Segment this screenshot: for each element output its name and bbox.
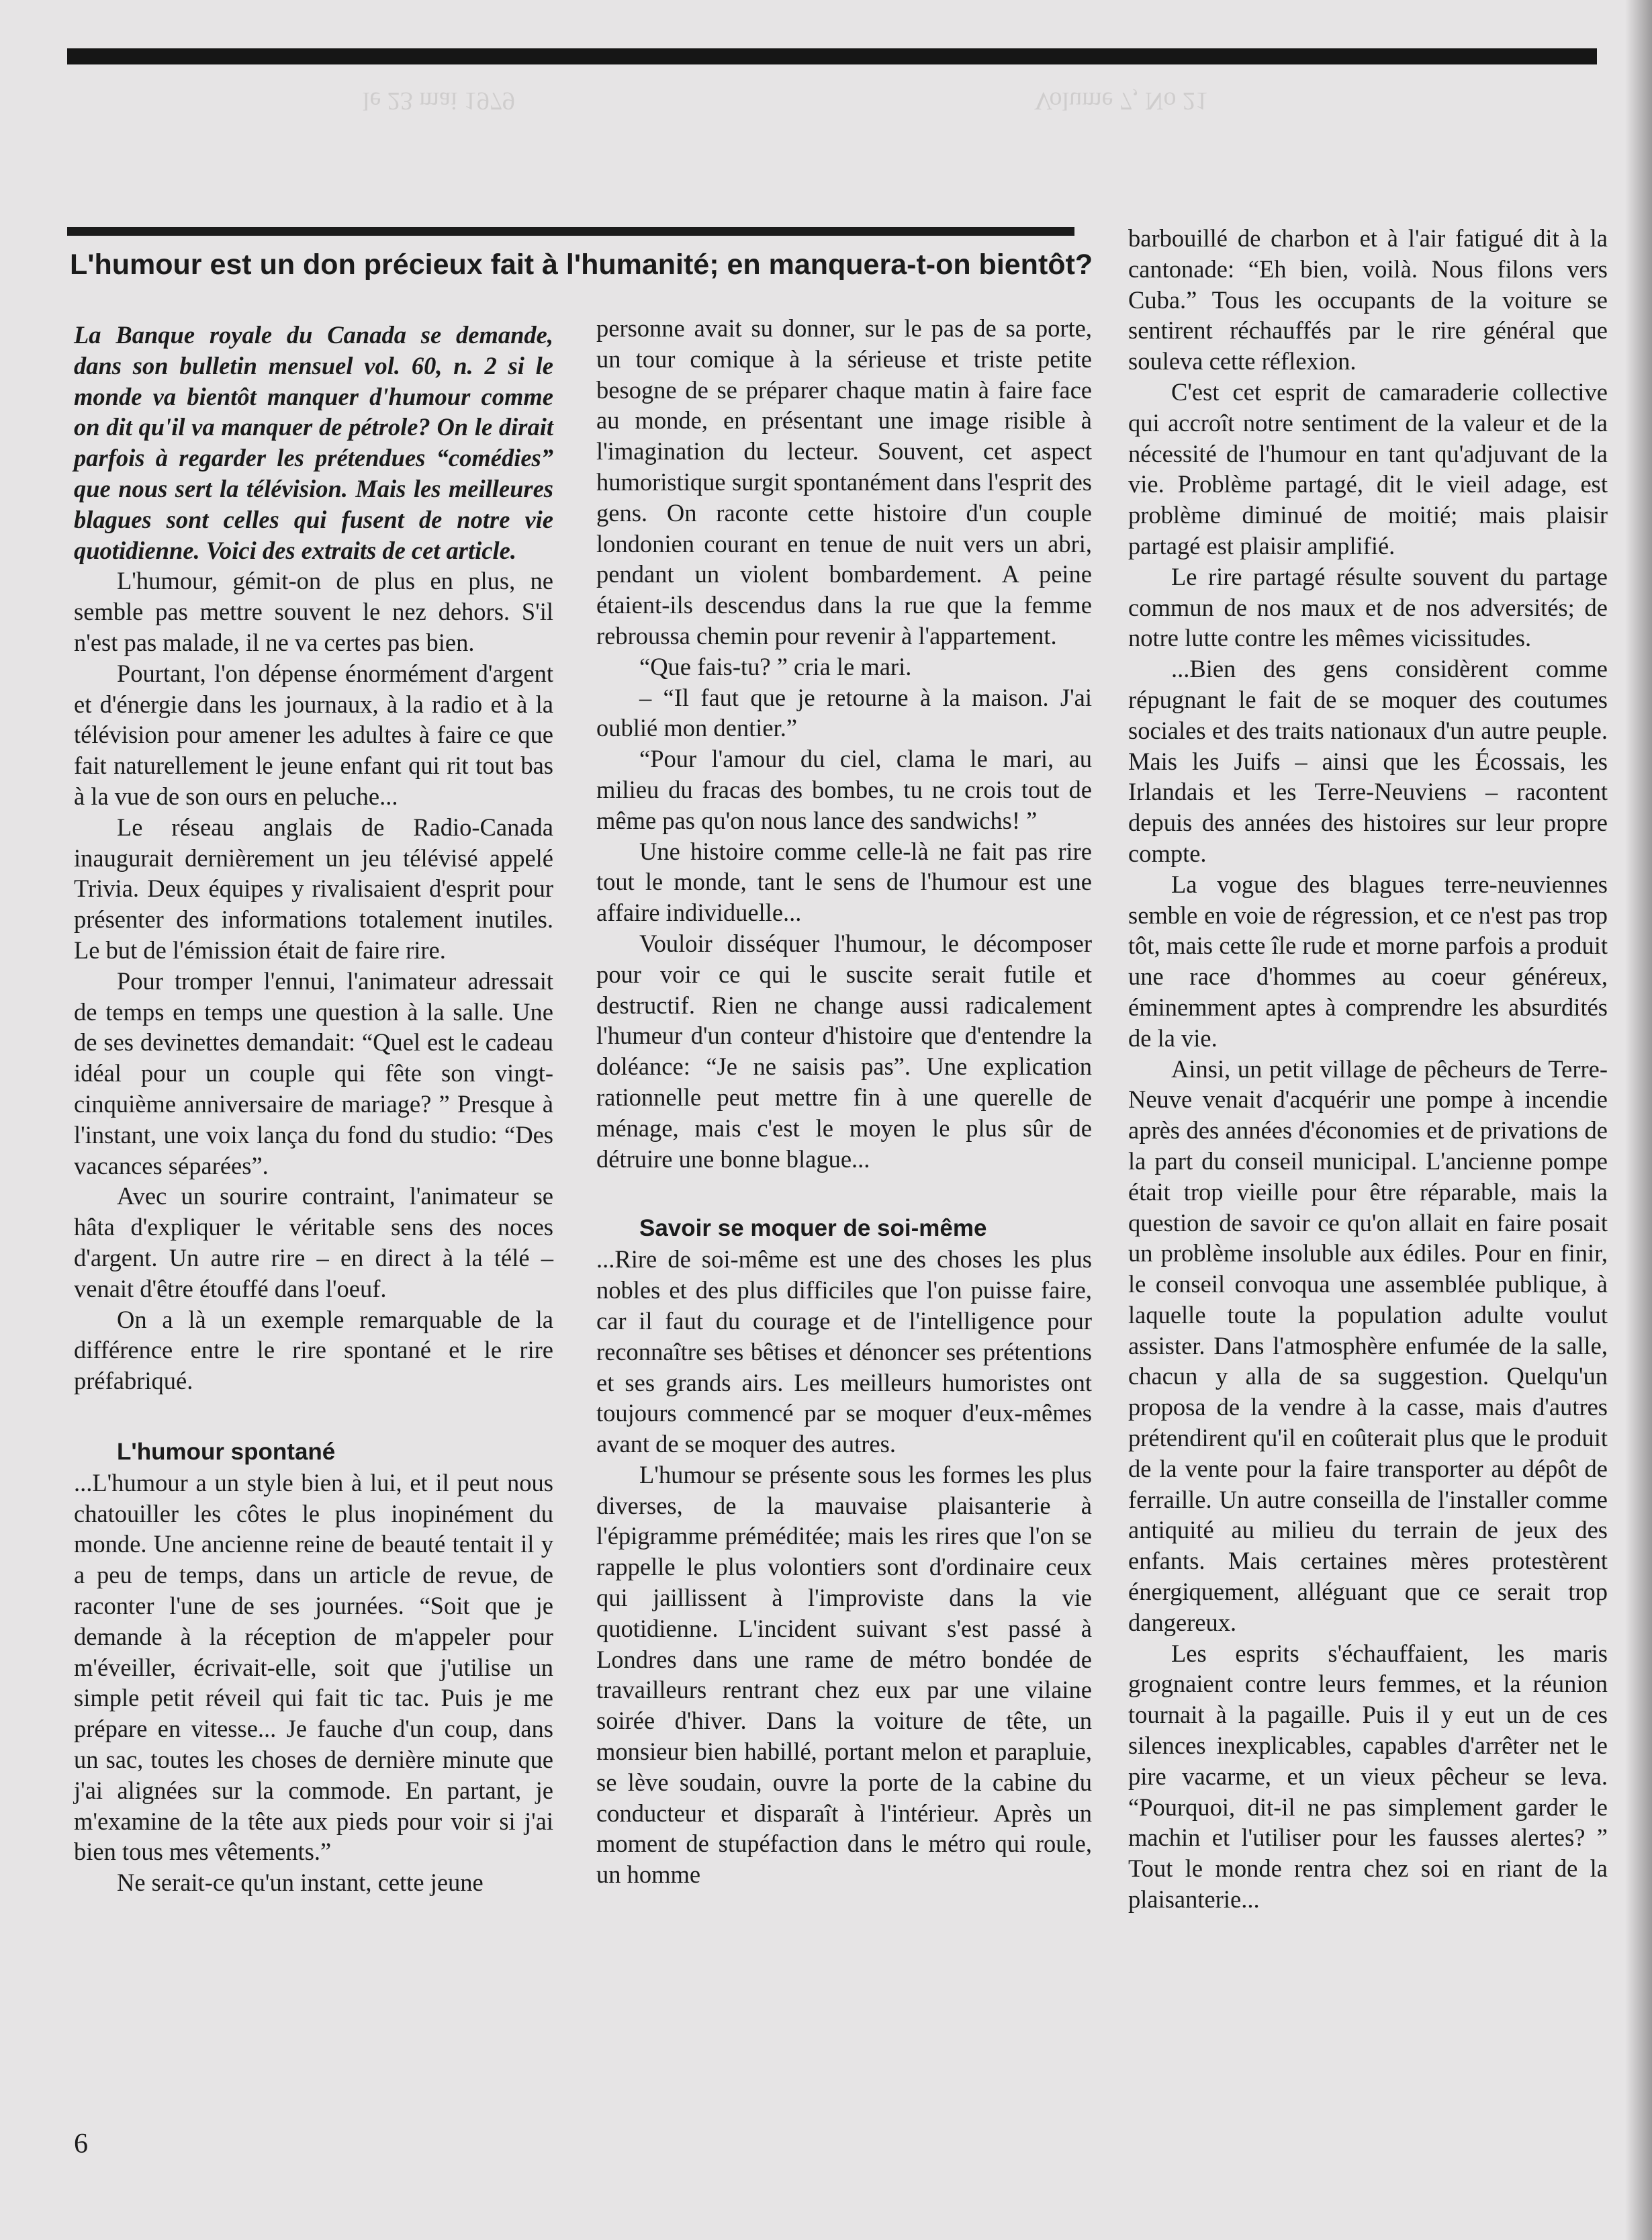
paragraph: La vogue des blagues terre-neuviennes semble en voie de régression, et ce n'est pas trop tôt, mais cette île rude et morne parfois a produit une race d'hommes au coeur généreux, éminemment aptes à comprendre les absurdités de la vie. xyxy=(1128,870,1608,1052)
paragraph: Pourtant, l'on dépense énormément d'argent et d'énergie dans les journaux, à la radio et à la télévision pour amener les adultes à faire ce que fait naturellement le jeune enfant qui rit tout bas à la vue de son ours en peluche... xyxy=(74,659,553,810)
column-3 xyxy=(1128,223,1608,1915)
paragraph: personne avait su donner, sur le pas de sa porte, un tour comique à la sérieuse et triste petite besogne de se préparer chaque matin à faire face au monde, en présentant une image risible à l'imagination du lecteur. Souvent, cet aspect humoristique surgit spontanément dans l'esprit des gens. On raconte cette histoire d'un couple londonien courant en tenue de nuit vers un abri, pendant un violent bombardement. A peine étaient-ils descendus dans la rue que la femme rebroussa chemin pour revenir à l'appartement. xyxy=(596,314,1092,649)
paragraph: L'humour se présente sous les formes les plus diverses, de la mauvaise plaisanterie à l'épigramme préméditée; mais les rires que l'on se rappelle le plus volontiers sont d'ordinaire ceux qui jaillissent à l'improviste dans la vie quotidienne. L'incident suivant s'est passé à Londres dans une rame de métro bondée de travailleurs rentrant chez eux par une vilaine soirée d'hiver. Dans la voiture de tête, un monsieur bien habillé, portant melon et parapluie, se lève soudain, ouvre la porte de la cabine du conducteur et disparaît à l'intérieur. Après un moment de stupéfaction dans le métro qui roule, un homme xyxy=(596,1460,1092,1889)
subhead-se-moquer: Savoir se moquer de soi-même xyxy=(639,1215,987,1242)
paragraph: Le réseau anglais de Radio-Canada inaugurait dernièrement un jeu télévisé appelé Trivia. Deux équipes y rivalisaient d'esprit pour présenter des informations totalement inutiles. Le but de l'émission était de faire rire. xyxy=(74,813,553,964)
paragraph: – “Il faut que je retourne à la maison. J'ai oublié mon dentier.” xyxy=(596,683,1092,742)
paragraph: “Pour l'amour du ciel, clama le mari, au milieu du fracas des bombes, tu ne crois tout de même pas qu'on nous lance des sandwichs! ” xyxy=(596,745,1092,834)
column-1 xyxy=(74,320,553,1898)
article-headline: L'humour est un don précieux fait à l'humanité; en manquera-t-on bientôt? xyxy=(70,249,1093,281)
paragraph: Avec un sourire contraint, l'animateur se hâta d'expliquer le véritable sens des noces d'argent. Un autre rire – en direct à la télé – venait d'être étouffé dans l'oeuf. xyxy=(74,1182,553,1302)
paragraph: L'humour, gémit-on de plus en plus, ne semble pas mettre souvent le nez dehors. S'il n'est pas malade, il ne va certes pas bien. xyxy=(74,567,553,656)
paragraph: ...Bien des gens considèrent comme répugnant le fait de se moquer des coutumes sociales et des traits nationaux d'un autre peuple. Mais les Juifs – ainsi que les Écossais, les Irlandais et les Terre-Neuviens – racontent depuis des années des histoires sur leur propre compte. xyxy=(1128,655,1608,867)
paragraph: ...L'humour a un style bien à lui, et il peut nous chatouiller les côtes le plus inopinément du monde. Une ancienne reine de beauté tentait il y a peu de temps, dans un article de revue, de raconter l'une de ses journées. “Soit que je demande à la réception de m'appeler pour m'éveiller, écrivait-elle, soit que j'utilise un simple petit réveil qui fait tic tac. Puis je me prépare en vitesse... Je fauche d'un coup, dans un sac, toutes les choses de dernière minute que j'ai alignées sur la commode. En partant, je m'examine de la tête aux pieds pour voir si j'ai bien tous mes vêtements.” xyxy=(74,1468,553,1866)
paragraph: “Que fais-tu? ” cria le mari. xyxy=(639,652,912,680)
paragraph: ...Rire de soi-même est une des choses les plus nobles et des plus difficiles que l'on puisse faire, car il faut du courage et de l'intelligence pour reconnaître ses bêtises et dénoncer ses prétentions et ses grands airs. Les meilleurs humoristes ont toujours commencé par se moquer d'eux-mêmes avant de se moquer des autres. xyxy=(596,1245,1092,1458)
page-number: 6 xyxy=(74,2129,88,2159)
paragraph: Les esprits s'échauffaient, les maris grognaient contre leurs femmes, et la réunion tournait à la pagaille. Puis il y eut un de ces silences inexplicables, capables d'arrêter net le pire vacarme, et un vieux pêcheur se leva. “Pourquoi, dit-il ne pas simplement garder le machin et l'utiliser pour les fausses alertes? ” Tout le monde rentra chez soi en riant de la plaisanterie... xyxy=(1128,1639,1608,1914)
paragraph: C'est cet esprit de camaraderie collective qui accroît notre sentiment de la valeur et de la nécessité de l'humour en tant qu'adjuvant de la vie. Problème partagé, dit le vieil adage, est problème diminué de moitié; mais plaisir partagé est plaisir amplifié. xyxy=(1128,377,1608,559)
paragraph: On a là un exemple remarquable de la différence entre le rire spontané et le rire préfabriqué. xyxy=(74,1305,553,1395)
paragraph: Une histoire comme celle-là ne fait pas rire tout le monde, tant le sens de l'humour est une affaire individuelle... xyxy=(596,837,1092,927)
ghost-date-text: le 23 mai 1979 xyxy=(363,87,515,115)
paragraph: Le rire partagé résulte souvent du partage commun de nos maux et de nos adversités; de notre lutte contre les mêmes vicissitudes. xyxy=(1128,562,1608,652)
subhead-humour-spontane: L'humour spontané xyxy=(117,1438,336,1465)
page-edge-shadow xyxy=(1625,0,1652,2240)
paragraph: Pour tromper l'ennui, l'animateur adressait de temps en temps une question à la salle. Une de ses devinettes demandait: “Quel est le cadeau idéal pour un couple qui fête son vingt-cinquième anniversaire de mariage? ” Presque à l'instant, une voix lança du fond du studio: “Des vacances séparées”. xyxy=(74,967,553,1179)
headline-rule xyxy=(67,227,1074,236)
column-2 xyxy=(596,313,1092,1890)
top-rule xyxy=(67,48,1597,64)
paragraph: Ainsi, un petit village de pêcheurs de Terre-Neuve venait d'acquérir une pompe à incendie après des années d'économies et de privations de la part du conseil municipal. L'ancienne pompe était trop vieille pour être réparable, mais la question de savoir ce qu'on allait en faire posait un problème insoluble aux édiles. Pour en finir, le conseil convoqua une assemblée publique, à laquelle toute la population adulte voulut assister. Dans l'atmosphère enfumée de la salle, chacun y alla de sa suggestion. Quelqu'un proposa de la vendre à la casse, mais d'autres prétendirent qu'il en coûterait plus que le produit de la vente pour la faire transporter au dépôt de ferraille. Un autre conseilla de l'installer comme antiquité au milieu du terrain de jeux des enfants. Mais certaines mères protestèrent énergiquement, alléguant que ce serait trop dangereux. xyxy=(1128,1055,1608,1636)
article-intro: La Banque royale du Canada se demande, dans son bulletin mensuel vol. 60, n. 2 si le monde va bientôt manquer d'humour comme on dit qu'il va manquer de pétrole? On le dirait parfois à regarder les prétendues “comédies” que nous sert la télévision. Mais les meilleures blagues sont celles qui fusent de notre vie quotidienne. Voici des extraits de cet article. xyxy=(74,321,553,564)
paragraph: barbouillé de charbon et à l'air fatigué dit à la cantonade: “Eh bien, voilà. Nous filons vers Cuba.” Tous les occupants de la voiture se sentirent réchauffés par le rire général que souleva cette réflexion. xyxy=(1128,224,1608,375)
ghost-volume-text: Volume 7, No 21 xyxy=(1034,87,1208,115)
paragraph: Ne serait-ce qu'un instant, cette jeune xyxy=(117,1869,484,1897)
paragraph: Vouloir disséquer l'humour, le décomposer pour voir ce qui le suscite serait futile et destructif. Rien ne change aussi radicalement l'humeur d'un conteur d'histoire que d'entendre la doléance: “Je ne saisis pas”. Une explication rationnelle peut mettre fin à une querelle de ménage, mais c'est le moyen le plus sûr de détruire une bonne blague... xyxy=(596,929,1092,1173)
